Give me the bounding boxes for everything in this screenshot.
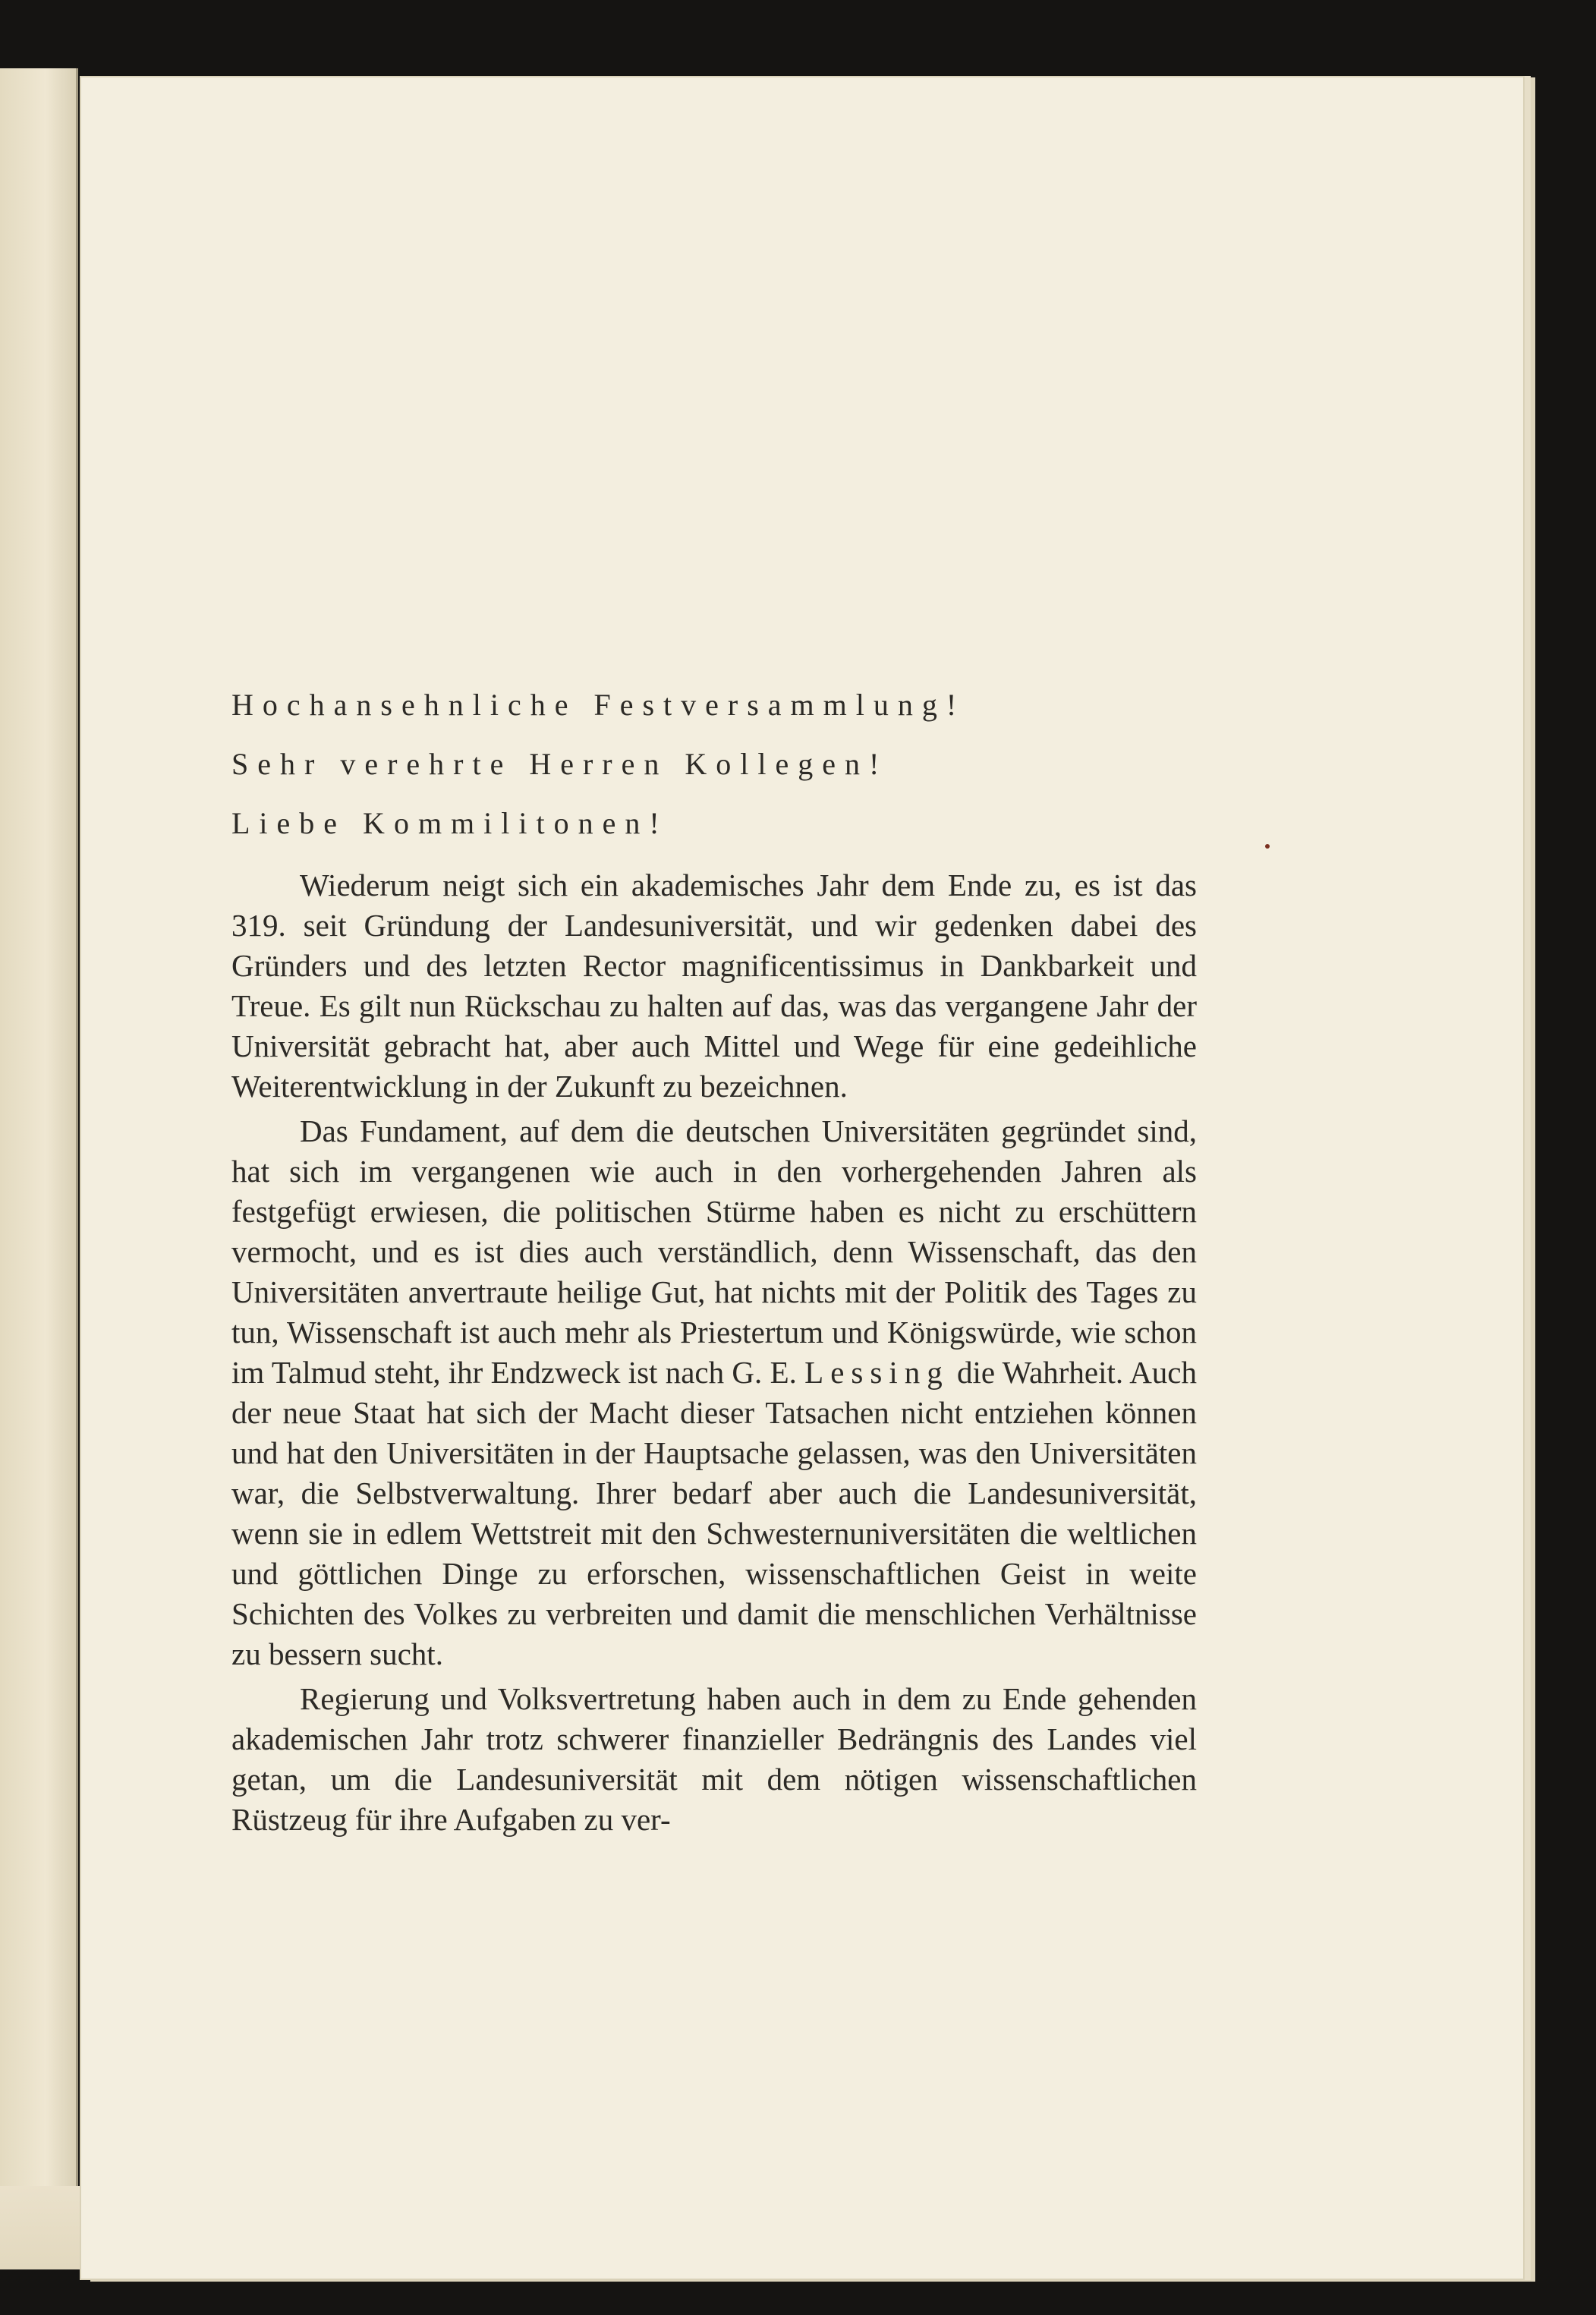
salutation-line: Liebe Kommilitonen! <box>231 806 669 840</box>
paragraph <box>231 1679 1197 1840</box>
paragraph <box>231 1111 1197 1674</box>
paragraph-text: Regierung und Volksvertretung haben auch in dem zu Ende gehenden akademischen Jahr trotz schwerer finanzieller Bedrängnis des Landes viel getan, um die Landesuniversität mit dem nötigen wissenschaftlichen Rüstzeug für ihre Aufgaben zu ver- <box>231 1681 1197 1837</box>
paragraph <box>231 865 1197 1107</box>
salutation-line: Hochansehnliche Festversammlung! <box>231 688 966 722</box>
salutation-block <box>231 676 1197 853</box>
salutation-line: Sehr verehrte Herren Kollegen! <box>231 747 889 781</box>
spaced-name: Lessing <box>804 1355 949 1390</box>
ink-spot <box>1265 844 1270 849</box>
facing-page-corner <box>0 2186 87 2269</box>
paragraph-text: Das Fundament, auf dem die deutschen Universitäten gegründet sind, hat sich im vergangenen wie auch in den vorhergehenden Jahren als festgefügt erwiesen, die politischen Stürme haben es nicht zu erschüttern vermocht, und es ist dies auch verständlich, denn Wissenschaft, das den Universitäten anvertraute heilige Gut, hat nichts mit der Politik des Tages zu tun, Wissenschaft ist auch mehr als Priestertum und Königswürde, wie schon im Talmud steht, ihr Endzweck ist nach G. E. <box>231 1113 1197 1390</box>
facing-page-edge <box>0 68 78 2269</box>
speech-body <box>231 865 1197 1840</box>
paragraph-text: Wiederum neigt sich ein akademisches Jahr dem Ende zu, es ist das 319. seit Gründung der Landesuniversität, und wir gedenken dabei des Gründers und des letzten Rector magnificentissimus in Dankbarkeit und Treue. Es gilt nun Rückschau zu halten auf das, was das vergangene Jahr der Universität gebracht hat, aber auch Mittel und Wege für eine gedeihliche Weiterentwicklung in der Zukunft zu bezeichnen. <box>231 868 1197 1104</box>
paragraph-text-continued: die Wahrheit. Auch der neue Staat hat sich der Macht dieser Tatsachen nicht entziehen können und hat den Universitäten in der Hauptsache gelassen, was den Universitäten war, die Selbstverwaltung. Ihrer bedarf aber auch die Landesuniversität, wenn sie in edlem Wettstreit mit den Schwesternuniversitäten die weltlichen und göttlichen Dinge zu erforschen, wissenschaftlichen Geist in weite Schichten des Volkes zu verbreiten und damit die menschlichen Verhältnisse zu bessern sucht. <box>231 1355 1198 1671</box>
